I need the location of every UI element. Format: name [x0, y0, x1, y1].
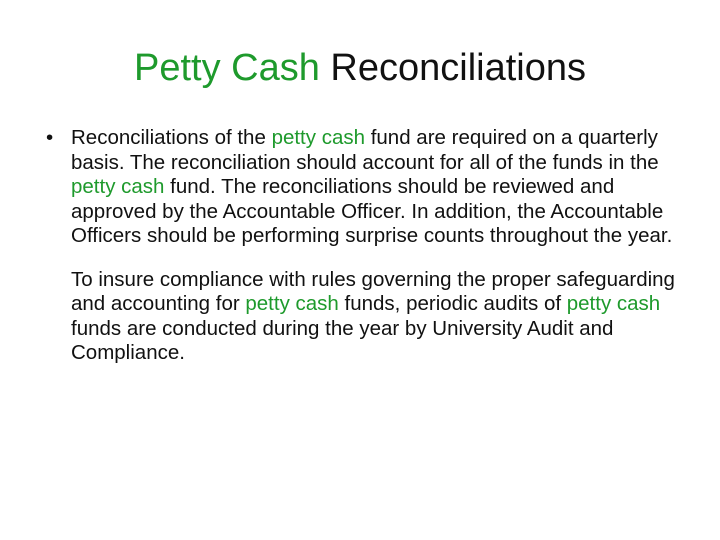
para1-text-2: fund are required on a quarterly basis. The reconciliation should account for all of the funds in the: [71, 126, 659, 174]
para2-text-2: funds, periodic audits of: [338, 292, 567, 315]
para2-highlight-1: petty cash: [245, 292, 339, 315]
para1-highlight-1: petty cash: [271, 126, 366, 149]
slide-title: [0, 44, 720, 92]
para1-highlight-2: petty cash: [71, 175, 165, 198]
title-rest: Reconciliations: [319, 47, 586, 89]
para2-text-3: funds are conducted during the year by University Audit and Compliance.: [71, 316, 614, 364]
title-highlight: Petty Cash: [133, 47, 320, 89]
para1-text-3: fund. The reconciliations should be reviewed and approved by the Accountable Officer. In addition, the Accountable Officers should be performing surprise counts throughout the year.: [71, 175, 673, 247]
para2-text-1: To insure compliance with rules governing the proper safeguarding and accounting for: [71, 267, 675, 315]
slide-body: [46, 126, 686, 366]
para1-text-1: Reconciliations of the: [71, 126, 272, 149]
paragraph-audits: [46, 268, 686, 366]
para2-highlight-2: petty cash: [566, 292, 661, 315]
bullet-dot-icon: •: [46, 126, 54, 149]
bullet-paragraph-reconciliations: [46, 126, 686, 249]
